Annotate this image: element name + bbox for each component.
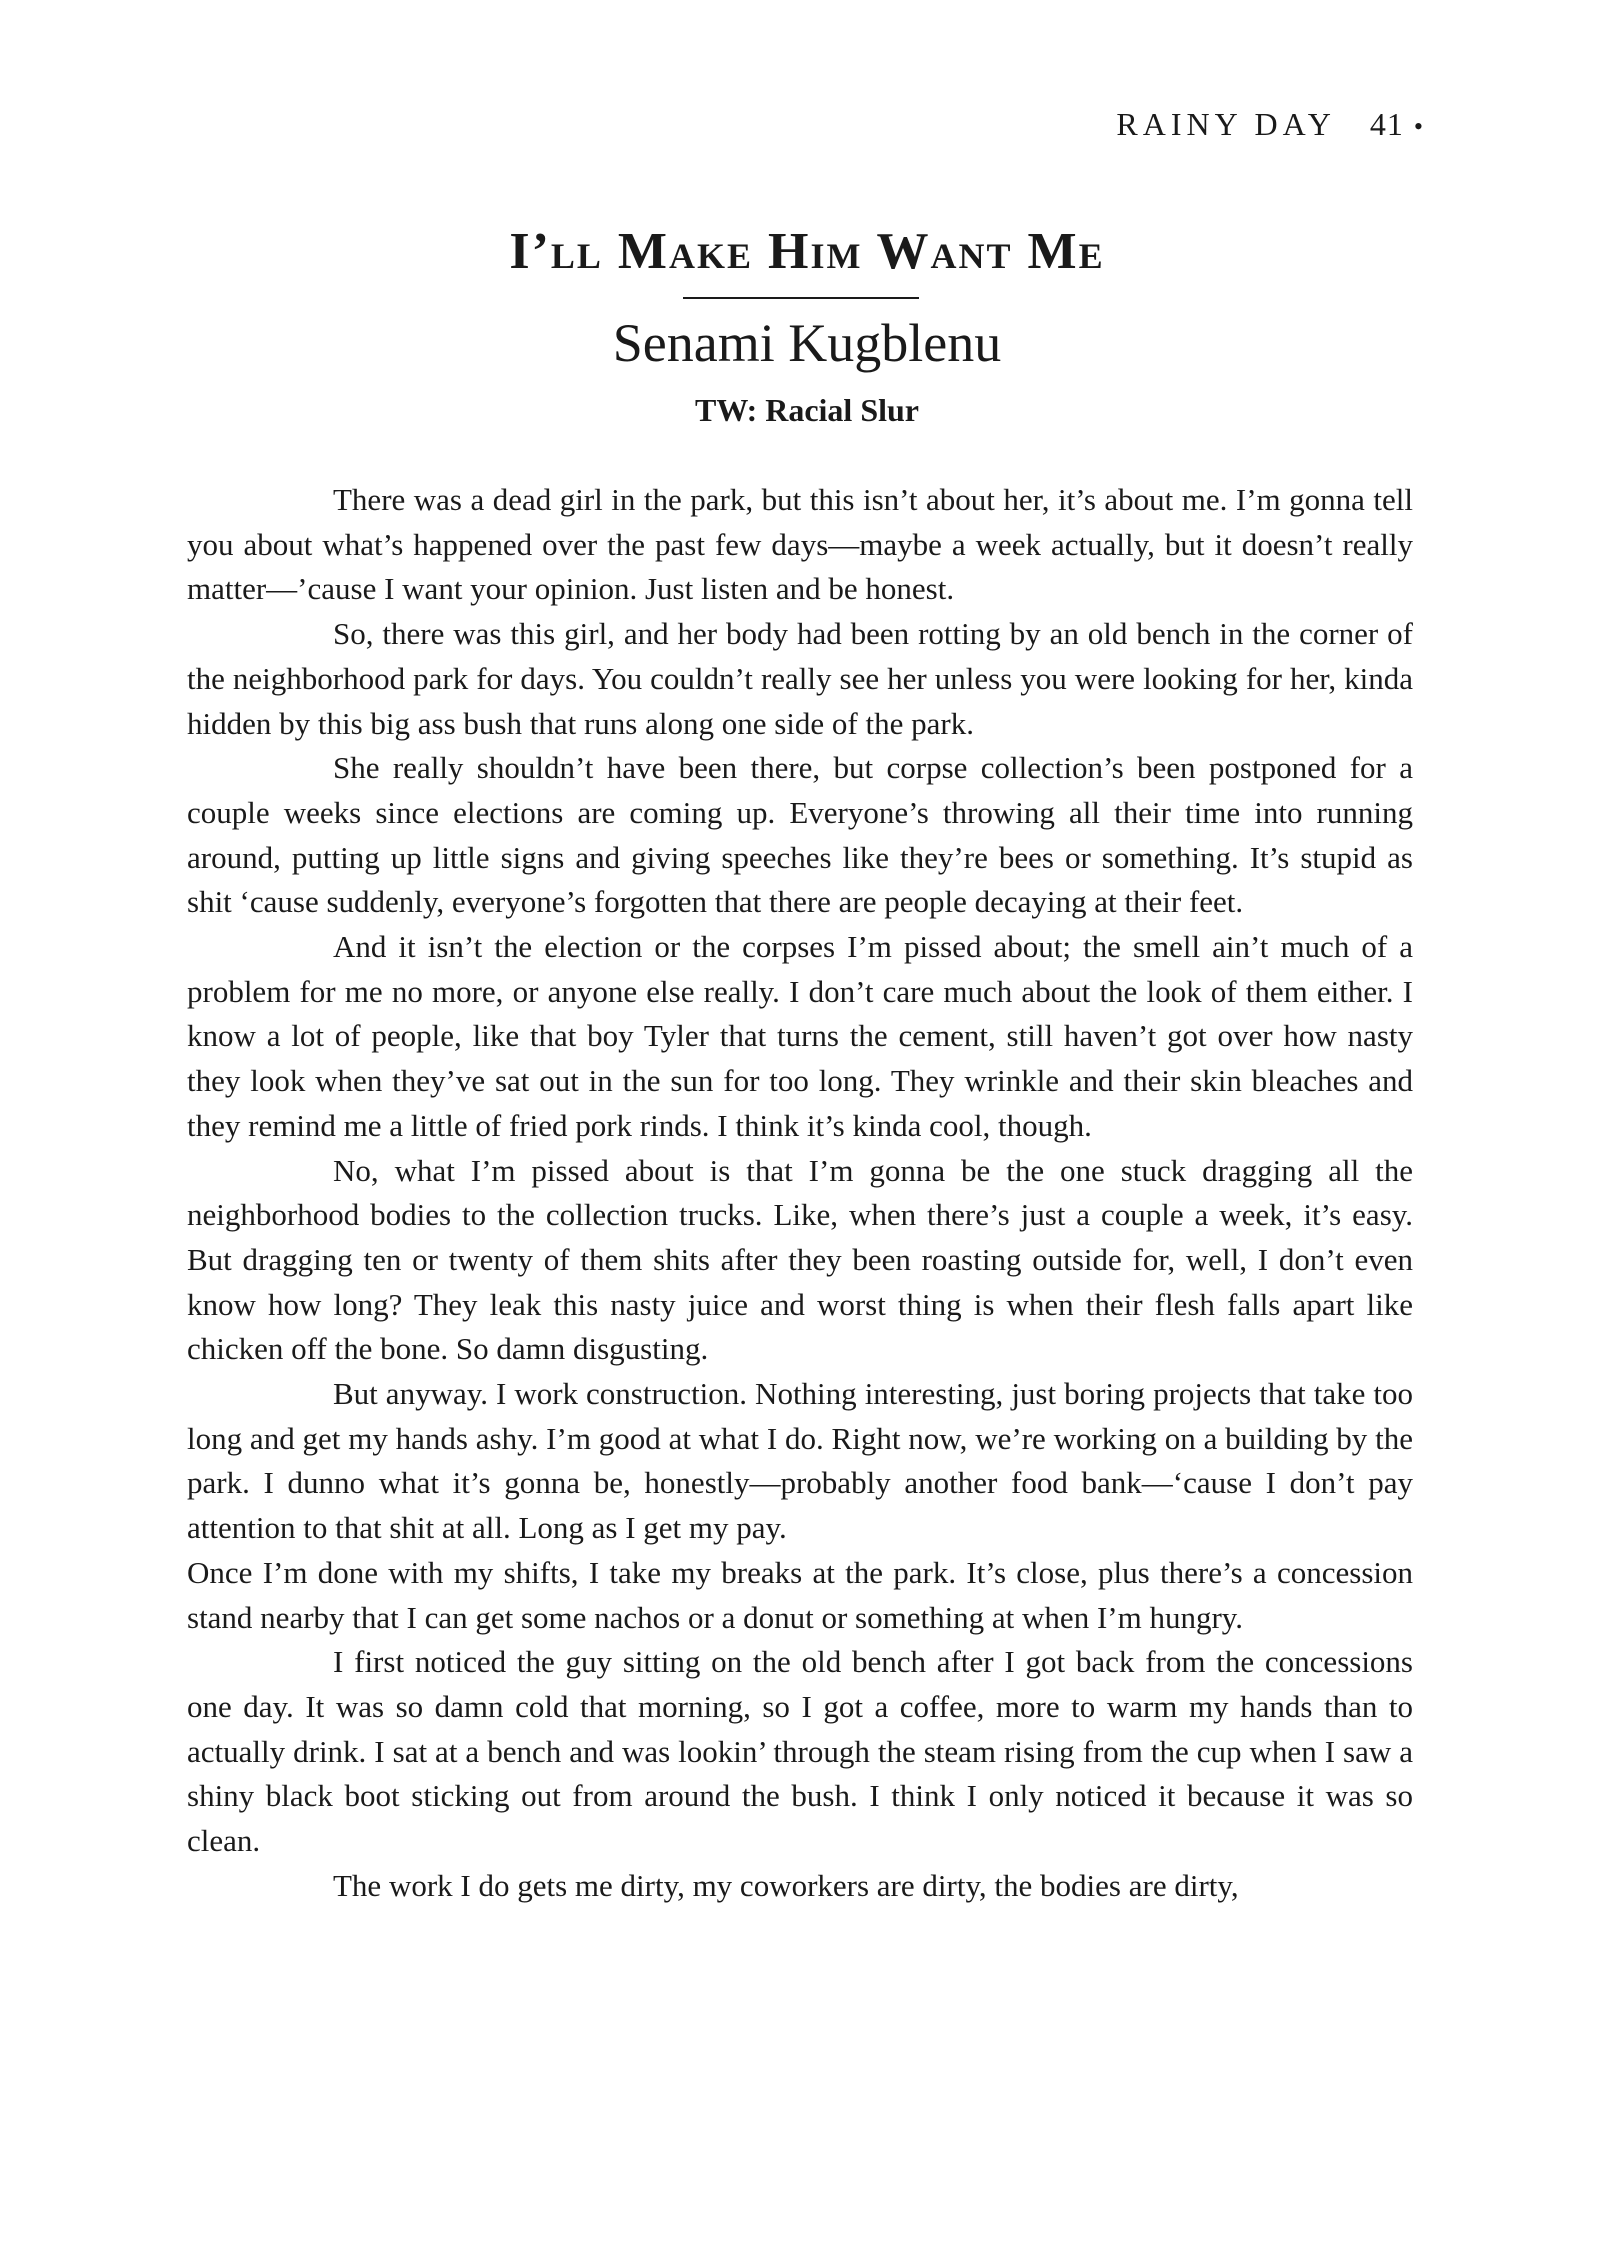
section-title: RAINY DAY [1116,106,1336,142]
paragraph: She really shouldn’t have been there, but corpse collection’s been postponed for a couple weeks since elections are coming up. Everyone’s throwing all their time into running around, putting up little signs and giving speeches like they’re bees or something. It’s stupid as shit ‘cause suddenly, everyone’s forgotten that there are people decaying at their feet. [187,750,1413,920]
trigger-warning: TW: Racial Slur [694,392,919,428]
story-title: I’ll Make Him Want Me [509,223,1105,280]
paragraph: And it isn’t the election or the corpses I’m pissed about; the smell ain’t much of a problem for me no more, or anyone else really. I don’t care much about the look of them either. I know a lot of people, like that boy Tyler that turns the cement, still haven’t got over how nasty they look when they’ve sat out in the sun for too long. They wrinkle and their skin bleaches and they remind me a little of fried pork rinds. I think it’s kinda cool, though. [187,929,1413,1143]
paragraph: But anyway. I work construction. Nothing interesting, just boring projects that take too long and get my hands ashy. I’m good at what I do. Right now, we’re working on a building by the park. I dunno what it’s gonna be, honestly—probably another food bank—‘cause I don’t pay attention to that shit at all. Long as I get my pay. [187,1376,1413,1546]
paragraph: I first noticed the guy sitting on the old bench after I got back from the concessions one day. It was so damn cold that morning, so I got a coffee, more to warm my hands than to actually drink. I sat at a bench and was lookin’ through the steam rising from the cup when I saw a shiny black boot sticking out from around the bush. I think I only noticed it because it was so clean. [187,1644,1413,1859]
story-body [187,478,1413,1909]
title-divider [683,297,919,299]
paragraph: So, there was this girl, and her body had been rotting by an old bench in the corner of the neighborhood park for days. You couldn’t really see her unless you were looking for her, kinda hidden by this big ass bush that runs along one side of the park. [187,616,1413,741]
paragraph: Once I’m done with my shifts, I take my breaks at the park. It’s close, plus there’s a concession stand nearby that I can get some nachos or a donut or something at when I’m hungry. [187,1554,1413,1635]
paragraph: The work I do gets me dirty, my coworkers are dirty, the bodies are dirty, [333,1867,1239,1903]
running-header [1116,106,1428,143]
paragraph: No, what I’m pissed about is that I’m gonna be the one stuck dragging all the neighborhood bodies to the collection trucks. Like, when there’s just a couple a week, it’s easy. But dragging ten or twenty of them shits after they been roasting outside for, well, I don’t even know how long? They leak this nasty juice and worst thing is when their flesh falls apart like chicken off the bone. So damn disgusting. [187,1152,1413,1367]
page-number: 41 [1369,106,1404,142]
paragraph: There was a dead girl in the park, but this isn’t about her, it’s about me. I’m gonna tell you about what’s happened over the past few days—maybe a week actually, but it doesn’t really matter—’cause I want your opinion. Just listen and be honest. [187,482,1413,607]
bullet-icon: • [1413,112,1428,141]
author-name: Senami Kugblenu [612,313,1002,373]
